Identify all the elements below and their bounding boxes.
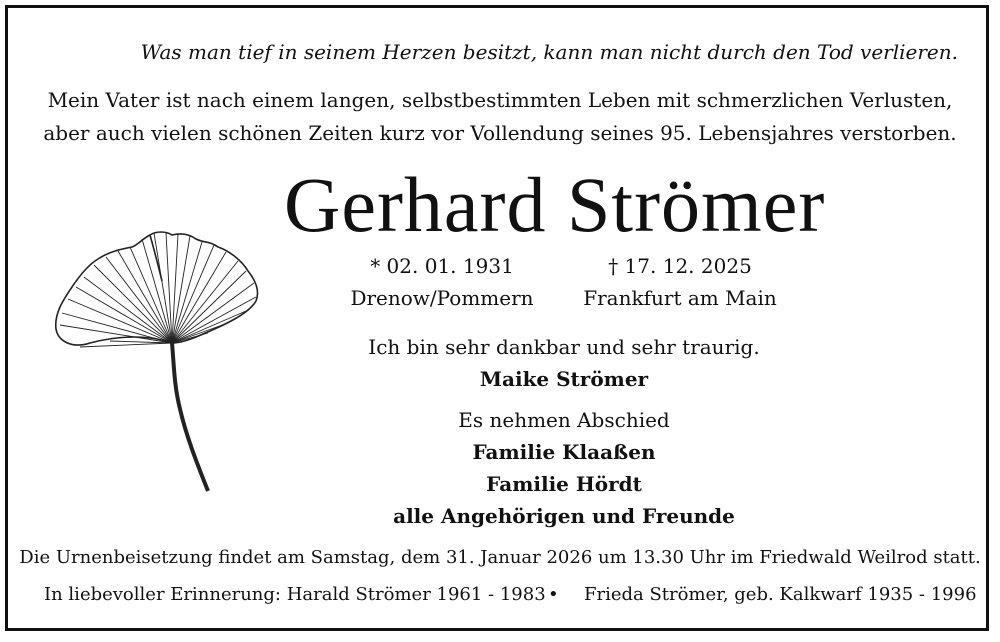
mourner: Familie Klaaßen (472, 440, 656, 464)
thanks-block (264, 331, 864, 395)
death-date: † 17. 12. 2025 (608, 254, 752, 278)
burial-info: Die Urnenbeisetzung findet am Samstag, dem 31. Januar 2026 um 13.30 Uhr im Friedwald Weilrod statt. (19, 547, 981, 568)
memory-second: Frieda Strömer, geb. Kalkwarf 1935 - 1996 (584, 584, 977, 605)
farewell-block (264, 404, 864, 532)
mourner: Familie Hördt (486, 472, 642, 496)
birth-info (332, 250, 552, 314)
birth-date: * 02. 01. 1931 (370, 254, 514, 278)
birth-place: Drenow/Pommern (350, 286, 534, 310)
memory-separator: • (548, 584, 559, 605)
ginkgo-leaf-icon (50, 225, 264, 503)
thanks-signer: Maike Strömer (479, 367, 649, 391)
intro-text (0, 84, 1000, 150)
farewell-heading: Es nehmen Abschied (458, 408, 670, 432)
deceased-name: Gerhard Strömer (284, 161, 826, 248)
memory-first: In liebevoller Erinnerung: Harald Strömer 1961 - 1983 (44, 584, 546, 605)
intro-line-1: Mein Vater ist nach einem langen, selbstbestimmten Leben mit schmerzlichen Verlusten, (47, 88, 953, 112)
intro-line-2: aber auch vielen schönen Zeiten kurz vor Vollendung seines 95. Lebensjahres verstorben. (43, 121, 957, 145)
quote: Was man tief in seinem Herzen besitzt, kann man nicht durch den Tod verlieren. (140, 40, 958, 64)
thanks-text: Ich bin sehr dankbar und sehr traurig. (368, 335, 760, 359)
death-place: Frankfurt am Main (583, 286, 777, 310)
mourner: alle Angehörigen und Freunde (393, 504, 735, 528)
death-info (570, 250, 790, 314)
